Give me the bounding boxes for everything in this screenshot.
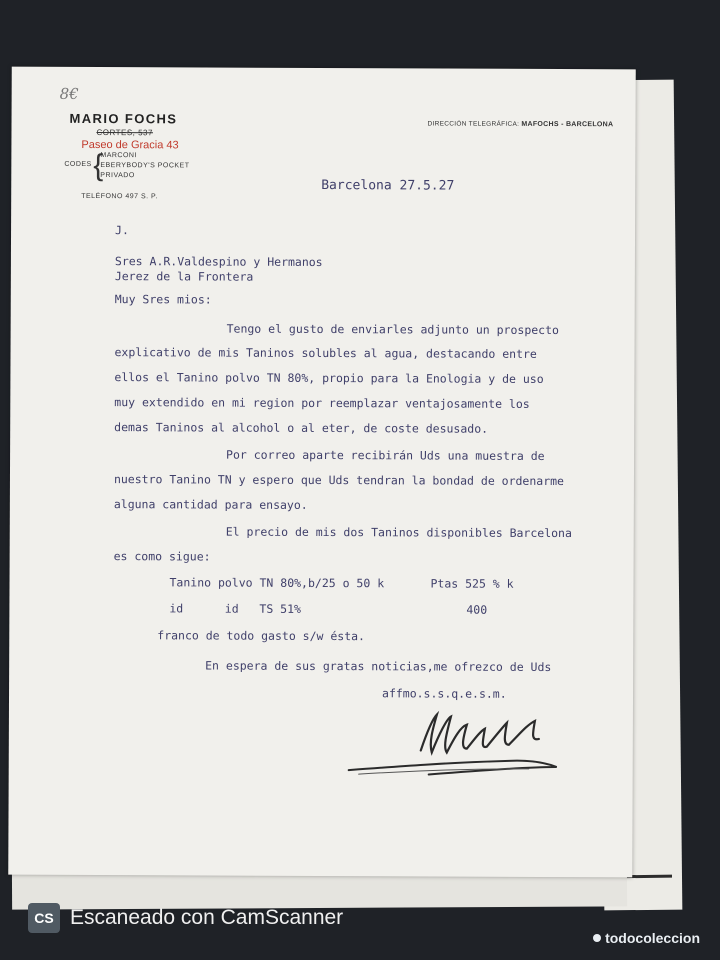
letterhead-old-address: CORTES, 537 <box>96 128 153 138</box>
body-line: alguna cantidad para ensayo. <box>113 497 308 512</box>
recipient-name: Sres A.R.Valdespino y Hermanos <box>114 254 323 270</box>
code-item: MARCONI <box>100 152 137 160</box>
letterhead-brand: MARIO FOCHS <box>69 110 178 127</box>
body-line: franco de todo gasto s/w ésta. <box>157 628 366 644</box>
body-line: explicativo de mis Taninos solubles al agua, destacando entre <box>114 345 537 361</box>
watermark-dot-icon <box>593 934 601 942</box>
price-item-1: Tanino polvo TN 80%,b/25 o 50 k <box>169 575 385 591</box>
closing-formula: affmo.s.s.q.e.s.m. <box>382 686 507 701</box>
letterhead-telegraph <box>428 120 614 128</box>
scanner-caption: Escaneado con CamScanner <box>70 906 344 929</box>
recipient-city: Jerez de la Frontera <box>114 269 254 284</box>
code-item: EBERYBODY'S POCKET <box>100 162 190 170</box>
letterhead-codes-label: CODES <box>64 160 92 168</box>
salutation: Muy Sres mios: <box>114 292 212 307</box>
letter-page <box>8 67 636 878</box>
camscanner-logo-icon: CS <box>28 903 60 933</box>
body-line: muy extendido en mi region por reemplazar ventajosamente los <box>114 395 530 411</box>
scanner-bar <box>28 902 343 934</box>
code-item: PRIVADO <box>100 172 135 180</box>
watermark-text: todocoleccion <box>605 930 700 946</box>
body-line: es como sigue: <box>113 549 211 564</box>
signature <box>329 704 569 785</box>
watermark <box>593 930 700 946</box>
letterhead-handwritten-address: Paseo de Gracia 43 <box>81 138 179 152</box>
letterhead-phone: TELÉFONO 497 S. P. <box>81 192 158 201</box>
body-line: Por correo aparte recibirán Uds una muestra de <box>226 447 545 463</box>
letterhead-codes-list <box>100 151 189 181</box>
body-line: ellos el Tanino polvo TN 80%, propio para la Enologia y de uso <box>114 370 544 386</box>
price-value-2: 400 <box>466 602 488 617</box>
price-value-1: Ptas 525 % k <box>430 576 514 591</box>
telegraph-label: DIRECCIÓN TELEGRÁFICA: <box>427 120 520 128</box>
letter-ref: J. <box>115 223 129 238</box>
body-line: Tengo el gusto de enviarles adjunto un prospecto <box>226 321 559 338</box>
closing-line: En espera de sus gratas noticias,me ofrezco de Uds <box>205 658 552 675</box>
letter-date: Barcelona 27.5.27 <box>321 177 455 194</box>
telegraph-value: MAFOCHS - BARCELONA <box>521 120 614 129</box>
body-line: El precio de mis dos Taninos disponibles Barcelona <box>225 524 572 541</box>
price-item-2: id id TS 51% <box>169 601 301 616</box>
codes-brace-icon: { <box>93 148 104 183</box>
body-line: nuestro Tanino TN y espero que Uds tendran la bondad de ordenarme <box>113 472 565 489</box>
body-line: demas Taninos al alcohol o al eter, de coste desusado. <box>114 420 489 436</box>
pencil-price-note: 8€ <box>59 84 79 103</box>
